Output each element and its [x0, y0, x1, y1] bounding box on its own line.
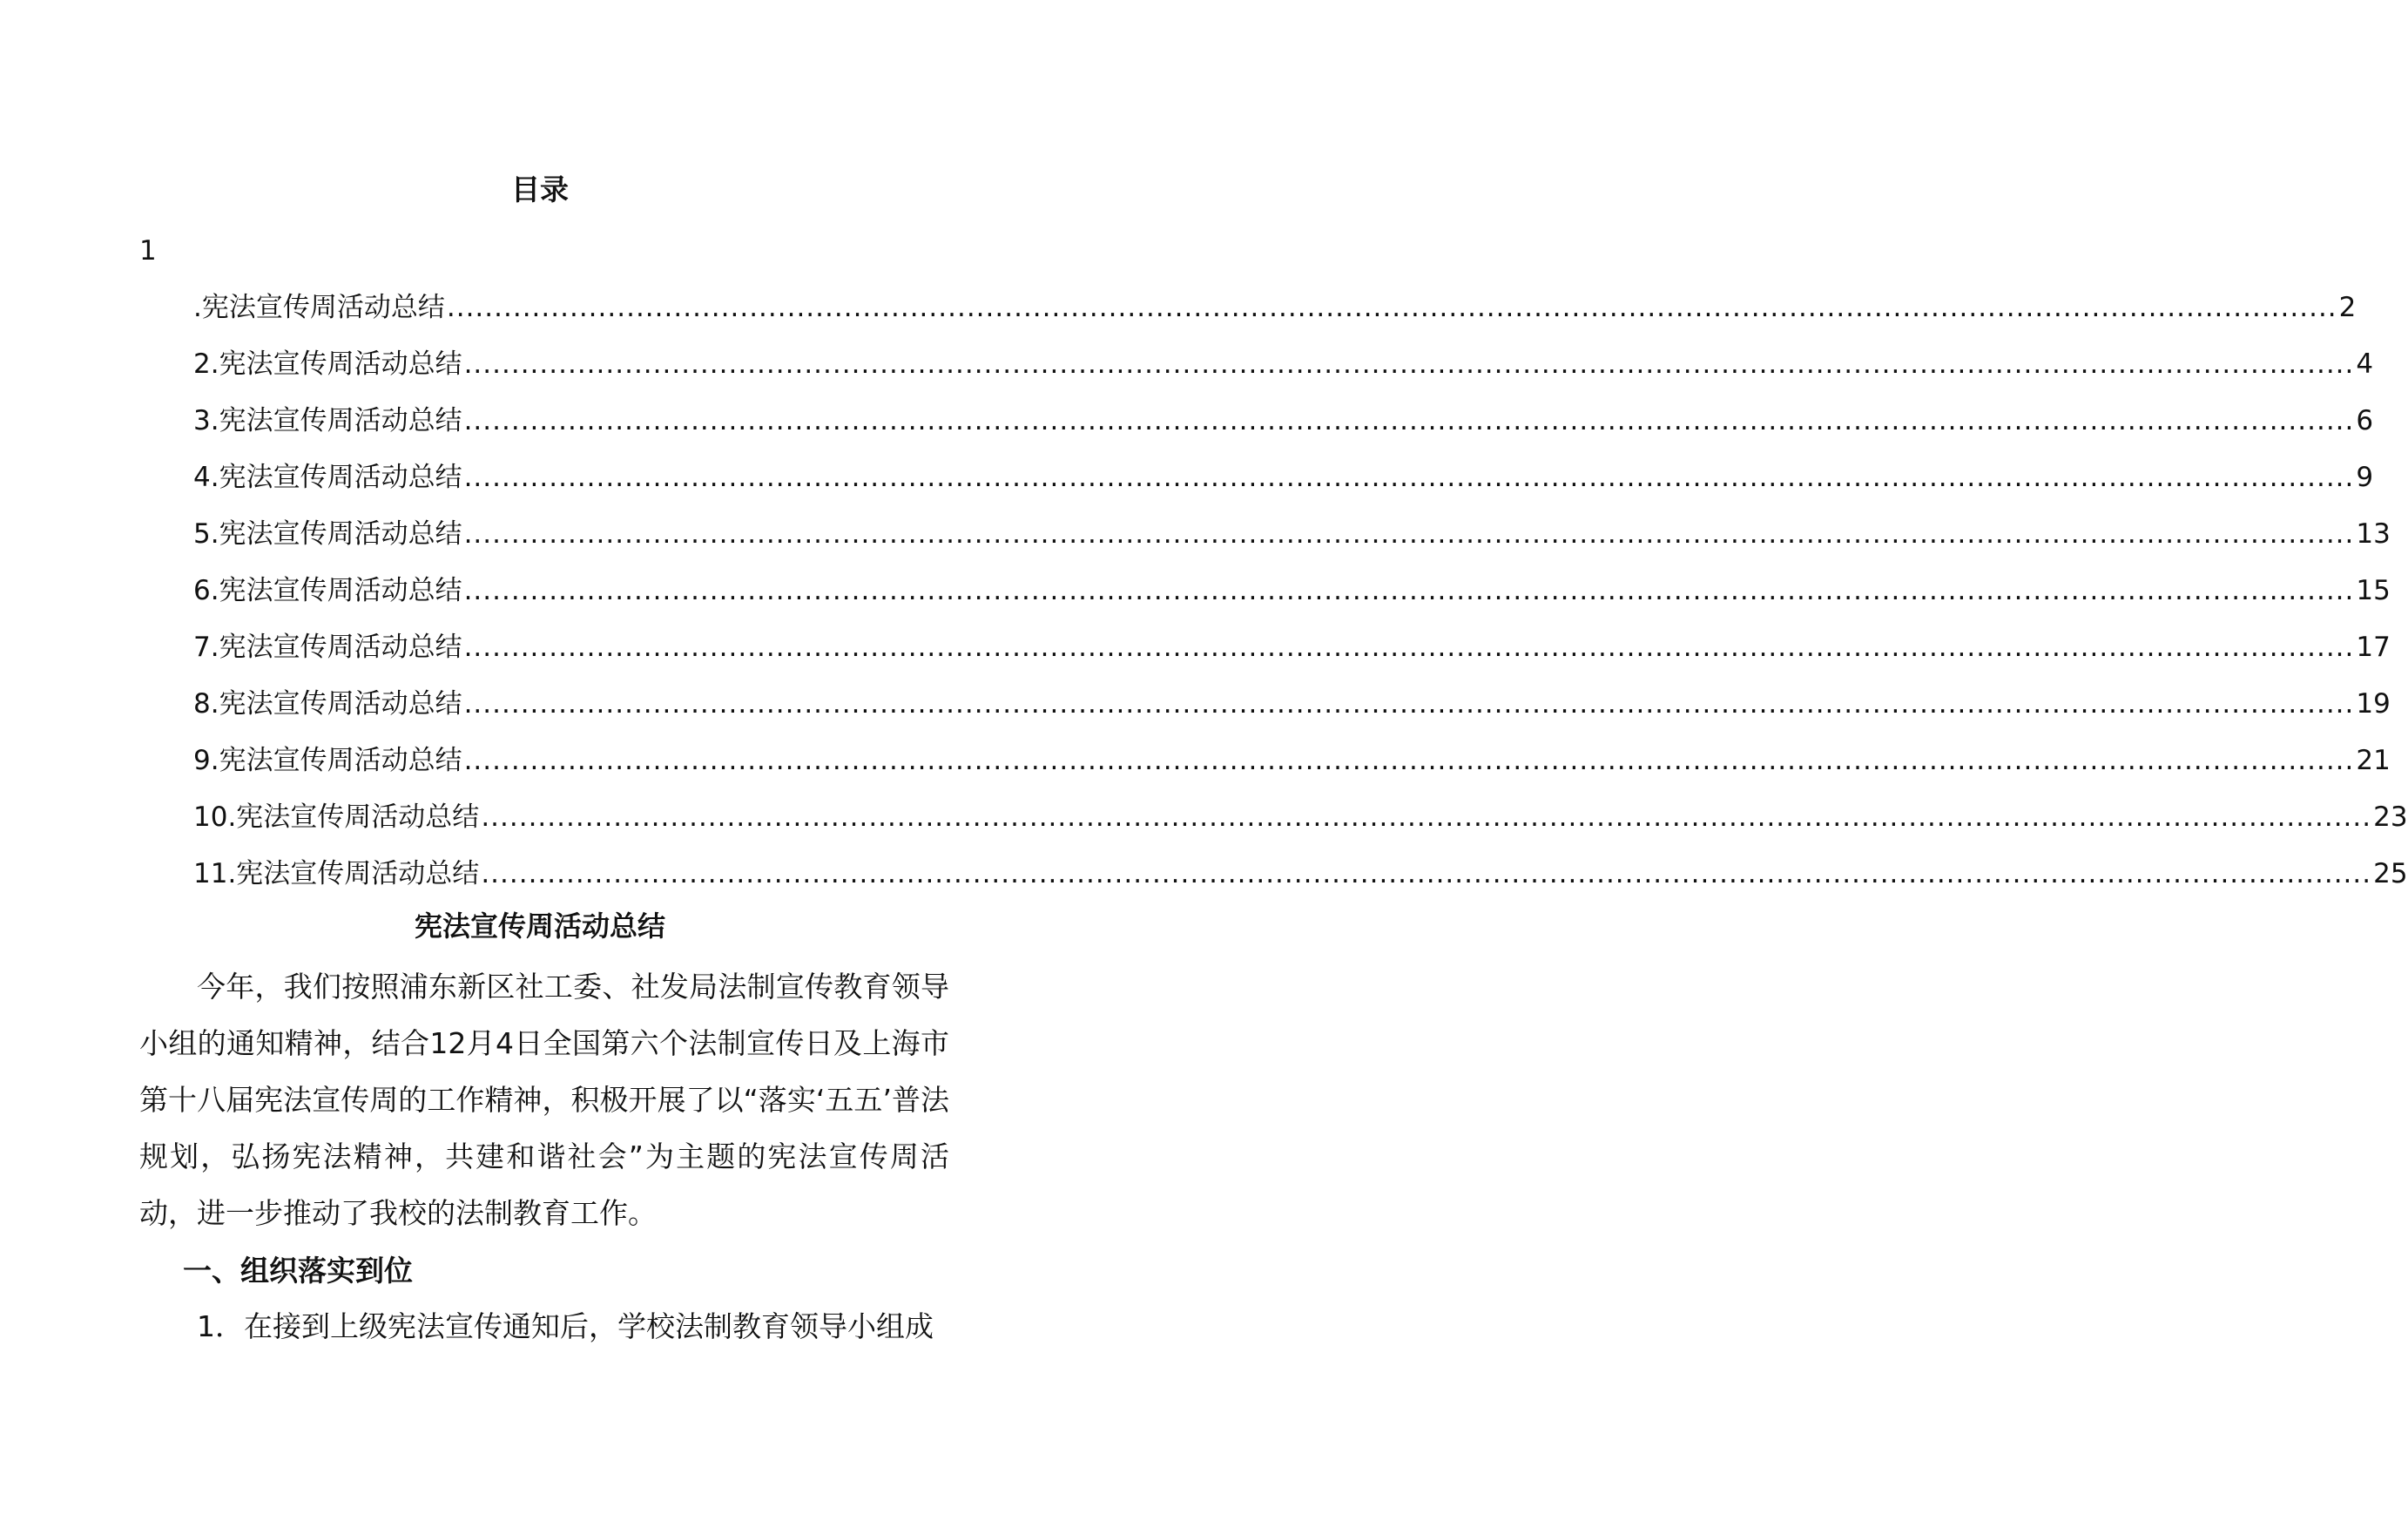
toc-lead-number: 1 [139, 235, 157, 267]
toc-entry[interactable] [193, 515, 2391, 571]
toc-leader-dots: ........................................................................................................................................................................................................ [463, 575, 2355, 606]
intro-paragraph: 今年，我们按照浦东新区社工委、社发局法制宣传教育领导小组的通知精神，结合12月4日全国第六个法制宣传日及上海市第十八届宪法宣传周的工作精神，积极开展了以“落实‘五五’普法规划，弘扬宪法精神，共建和谐社会”为主题的宪法宣传周活动，进一步推动了我校的法制教育工作。 [139, 970, 949, 1230]
toc-entry[interactable] [193, 628, 2391, 685]
toc-leader-dots: ........................................................................................................................................................................................................ [481, 858, 2372, 889]
toc-entry-page: 19 [2356, 688, 2391, 720]
toc-entry-page: 4 [2356, 348, 2374, 380]
toc-title: 目录 [511, 172, 569, 206]
toc-entry-label: 7.宪法宣传周活动总结 [193, 632, 462, 663]
toc-list [193, 288, 2408, 911]
toc-entry-page: 2 [2338, 292, 2357, 323]
toc-leader-dots: ........................................................................................................................................................................................................ [463, 745, 2355, 776]
section-paragraph: 1．在接到上级宪法宣传通知后，学校法制教育领导小组成 [197, 1309, 934, 1343]
section-heading: 一、组织落实到位 [183, 1254, 413, 1288]
toc-entry-label: 9.宪法宣传周活动总结 [193, 745, 462, 776]
toc-entry-label: 3.宪法宣传周活动总结 [193, 405, 462, 436]
toc-entry[interactable] [193, 458, 2374, 515]
toc-entry-label: 10.宪法宣传周活动总结 [193, 801, 480, 833]
toc-entry-label: 2.宪法宣传周活动总结 [193, 348, 462, 380]
toc-entry[interactable] [193, 288, 2357, 345]
document-title: 宪法宣传周活动总结 [414, 909, 665, 943]
toc-entry-label: 6.宪法宣传周活动总结 [193, 575, 462, 606]
toc-entry-page: 6 [2356, 405, 2374, 436]
toc-entry-page: 15 [2356, 575, 2391, 606]
toc-entry[interactable] [193, 741, 2391, 798]
toc-entry[interactable] [193, 685, 2391, 741]
toc-leader-dots: ........................................................................................................................................................................................................ [463, 405, 2355, 436]
toc-leader-dots: ........................................................................................................................................................................................................ [463, 348, 2355, 380]
toc-leader-dots: ........................................................................................................................................................................................................ [446, 292, 2337, 323]
toc-leader-dots: ........................................................................................................................................................................................................ [463, 518, 2355, 550]
toc-entry[interactable] [193, 798, 2408, 855]
toc-entry-label: 8.宪法宣传周活动总结 [193, 688, 462, 720]
toc-entry-label: .宪法宣传周活动总结 [193, 292, 445, 323]
toc-leader-dots: ........................................................................................................................................................................................................ [463, 632, 2355, 663]
toc-entry-page: 23 [2373, 801, 2408, 833]
toc-entry-label: 4.宪法宣传周活动总结 [193, 462, 462, 493]
toc-entry[interactable] [193, 402, 2374, 458]
toc-leader-dots: ........................................................................................................................................................................................................ [481, 801, 2372, 833]
toc-entry-label: 5.宪法宣传周活动总结 [193, 518, 462, 550]
toc-entry-page: 25 [2373, 858, 2408, 889]
toc-entry-label: 11.宪法宣传周活动总结 [193, 858, 480, 889]
toc-entry-page: 17 [2356, 632, 2391, 663]
toc-entry-page: 21 [2356, 745, 2391, 776]
toc-entry[interactable] [193, 855, 2408, 911]
toc-leader-dots: ........................................................................................................................................................................................................ [463, 688, 2355, 720]
toc-entry[interactable] [193, 345, 2374, 402]
toc-leader-dots: ........................................................................................................................................................................................................ [463, 462, 2355, 493]
toc-entry[interactable] [193, 571, 2391, 628]
toc-entry-page: 9 [2356, 462, 2374, 493]
toc-entry-page: 13 [2356, 518, 2391, 550]
